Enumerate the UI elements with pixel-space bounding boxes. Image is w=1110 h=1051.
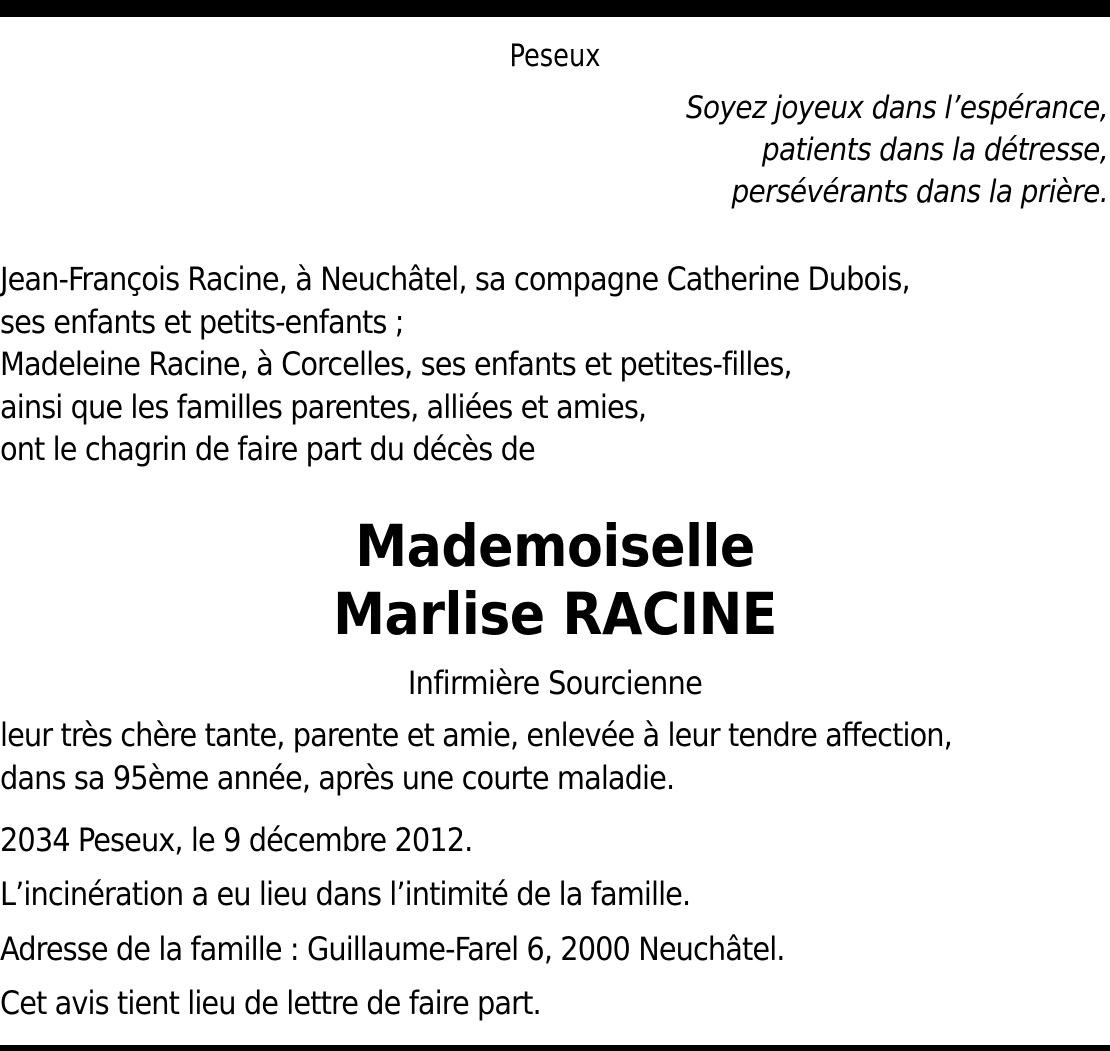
family-line: ont le chagrin de faire part du décès de (0, 430, 535, 468)
deceased-title: Mademoiselle (355, 512, 755, 580)
cremation-line: L’incinération a eu lieu dans l’intimité de la famille. (0, 875, 691, 913)
family-address-line: Adresse de la famille : Guillaume-Farel 6, 2000 Neuchâtel. (0, 930, 785, 968)
details-line: dans sa 95ème année, après une courte maladie. (0, 758, 675, 797)
details-line: leur très chère tante, parente et amie, enlevée à leur tendre affection, (0, 716, 952, 754)
family-line: Madeleine Racine, à Corcelles, ses enfants et petites-filles, (0, 345, 792, 383)
date-place-line: 2034 Peseux, le 9 décembre 2012. (0, 821, 473, 859)
family-line: ses enfants et petits-enfants ; (0, 302, 404, 341)
family-line: Jean-François Racine, à Neuchâtel, sa compagne Catherine Dubois, (0, 260, 910, 298)
deceased-profession: Infirmière Sourcienne (407, 664, 703, 702)
deceased-name-block (0, 512, 1110, 648)
family-announcement (0, 258, 910, 471)
death-details (0, 714, 952, 799)
place-heading: Peseux (509, 38, 601, 74)
top-border-rule (0, 0, 1110, 17)
deceased-name: Marlise RACINE (333, 580, 777, 648)
verse-line: patients dans la détresse, (761, 132, 1108, 168)
bottom-border-rule (0, 1045, 1110, 1051)
verse-line: Soyez joyeux dans l’espérance, (685, 90, 1108, 126)
notice-line: Cet avis tient lieu de lettre de faire part. (0, 984, 541, 1022)
bible-verse (686, 87, 1108, 213)
verse-line: persévérants dans la prière. (731, 174, 1108, 210)
family-line: ainsi que les familles parentes, alliées et amies, (0, 387, 647, 426)
